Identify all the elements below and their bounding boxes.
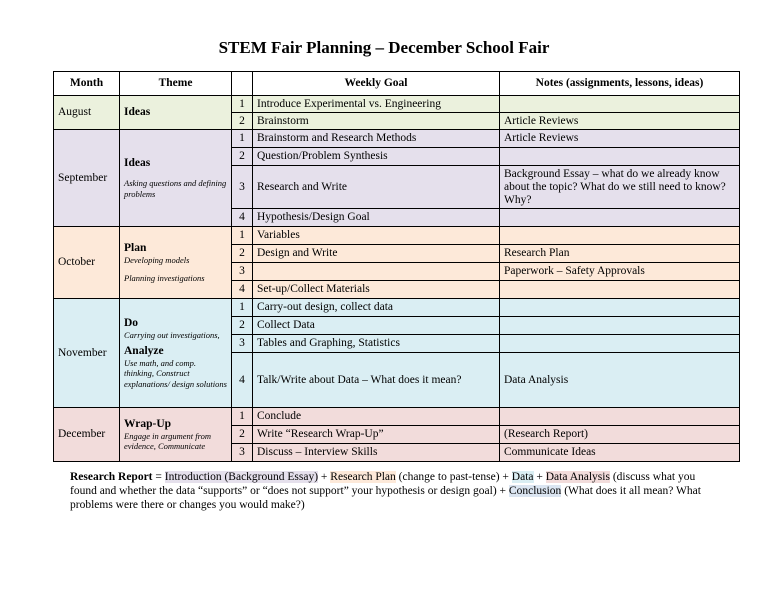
theme-cell xyxy=(120,227,232,299)
footer-conclusion-note: (What does it all mean? What problems were there or changes you would make?) xyxy=(70,485,701,511)
week-number: 2 xyxy=(232,113,253,130)
week-number: 2 xyxy=(232,426,253,444)
weekly-goal: Set-up/Collect Materials xyxy=(253,281,500,299)
weekly-goal: Write “Research Wrap-Up” xyxy=(253,426,500,444)
notes-cell xyxy=(500,227,740,245)
weekly-goal: Introduce Experimental vs. Engineering xyxy=(253,96,500,113)
header-num xyxy=(232,72,253,96)
weekly-goal: Collect Data xyxy=(253,317,500,335)
theme-cell xyxy=(120,130,232,227)
research-report-note xyxy=(70,470,710,512)
week-number: 1 xyxy=(232,299,253,317)
footer-analysis-note: (discuss what you found and whether the data “supports” or “does not support” your hypothesis or design goal) + xyxy=(70,471,696,497)
footer-data: Data xyxy=(511,471,534,483)
month-cell: November xyxy=(54,299,120,408)
header-weekly-goal: Weekly Goal xyxy=(253,72,500,96)
planning-table xyxy=(53,71,740,462)
spacer xyxy=(124,265,227,273)
notes-cell: (Research Report) xyxy=(500,426,740,444)
footer-introduction: Introduction (Background Essay) xyxy=(164,471,319,483)
weekly-goal: Variables xyxy=(253,227,500,245)
table-row xyxy=(54,96,740,113)
theme-title: Wrap-Up xyxy=(124,417,172,430)
weekly-goal xyxy=(253,263,500,281)
week-number: 2 xyxy=(232,148,253,166)
theme-subtitle: Developing models xyxy=(124,254,190,265)
theme-title: Ideas xyxy=(124,157,151,169)
theme-title: Plan xyxy=(124,241,147,254)
weekly-goal: Conclude xyxy=(253,408,500,426)
table-row xyxy=(54,408,740,426)
notes-cell xyxy=(500,408,740,426)
notes-cell: Communicate Ideas xyxy=(500,444,740,462)
weekly-goal: Brainstorm and Research Methods xyxy=(253,130,500,148)
header-notes: Notes (assignments, lessons, ideas) xyxy=(500,72,740,96)
notes-cell xyxy=(500,209,740,227)
footer-plan-note: (change to past-tense) + xyxy=(395,471,512,483)
footer-research-plan: Research Plan xyxy=(330,471,396,483)
notes-cell xyxy=(500,96,740,113)
notes-cell xyxy=(500,299,740,317)
theme-title: Analyze xyxy=(124,344,164,357)
theme-cell xyxy=(120,408,232,462)
week-number: 3 xyxy=(232,444,253,462)
weekly-goal: Carry-out design, collect data xyxy=(253,299,500,317)
theme-title: Ideas xyxy=(124,106,151,118)
notes-cell xyxy=(500,335,740,353)
table-row xyxy=(54,130,740,148)
month-cell: September xyxy=(54,130,120,227)
weekly-goal: Talk/Write about Data – What does it mean? xyxy=(253,353,500,408)
notes-cell: Article Reviews xyxy=(500,113,740,130)
week-number: 1 xyxy=(232,227,253,245)
weekly-goal: Research and Write xyxy=(253,166,500,209)
header-theme: Theme xyxy=(120,72,232,96)
footer-equals: = xyxy=(152,471,165,483)
header-row xyxy=(54,72,740,96)
week-number: 3 xyxy=(232,263,253,281)
theme-cell xyxy=(120,299,232,408)
week-number: 2 xyxy=(232,317,253,335)
theme-subtitle: Planning investigations xyxy=(124,273,205,283)
footer-data-analysis: Data Analysis xyxy=(545,471,610,483)
notes-cell: Article Reviews xyxy=(500,130,740,148)
weekly-goal: Hypothesis/Design Goal xyxy=(253,209,500,227)
theme-subtitle: Carrying out investigations, xyxy=(124,330,220,340)
footer-label: Research Report xyxy=(70,471,153,483)
week-number: 1 xyxy=(232,408,253,426)
week-number: 4 xyxy=(232,353,253,408)
notes-cell: Research Plan xyxy=(500,245,740,263)
month-cell: December xyxy=(54,408,120,462)
notes-cell: Paperwork – Safety Approvals xyxy=(500,263,740,281)
week-number: 3 xyxy=(232,166,253,209)
week-number: 4 xyxy=(232,281,253,299)
weekly-goal: Brainstorm xyxy=(253,113,500,130)
notes-cell xyxy=(500,317,740,335)
week-number: 3 xyxy=(232,335,253,353)
theme-cell xyxy=(120,96,232,130)
theme-subtitle: Asking questions and defining problems xyxy=(124,178,227,199)
footer-plus: + xyxy=(533,471,546,483)
month-cell: August xyxy=(54,96,120,130)
week-number: 1 xyxy=(232,96,253,113)
week-number: 1 xyxy=(232,130,253,148)
notes-cell: Data Analysis xyxy=(500,353,740,408)
weekly-goal: Tables and Graphing, Statistics xyxy=(253,335,500,353)
spacer xyxy=(124,170,227,178)
week-number: 2 xyxy=(232,245,253,263)
footer-conclusion: Conclusion xyxy=(508,485,562,497)
notes-cell xyxy=(500,148,740,166)
theme-subtitle: Use math, and comp. thinking, Construct explanations/ design solutions xyxy=(124,357,227,389)
week-number: 4 xyxy=(232,209,253,227)
page-title: STEM Fair Planning – December School Fair xyxy=(218,38,550,57)
theme-title: Do xyxy=(124,317,139,329)
header-month: Month xyxy=(54,72,120,96)
weekly-goal: Design and Write xyxy=(253,245,500,263)
notes-cell xyxy=(500,281,740,299)
month-cell: October xyxy=(54,227,120,299)
table-row xyxy=(54,299,740,317)
notes-cell: Background Essay – what do we already know about the topic? What do we still need to know? Why? xyxy=(500,166,740,209)
table-row xyxy=(54,227,740,245)
theme-subtitle: Engage in argument from evidence, Communicate xyxy=(124,430,211,451)
footer-plus: + xyxy=(318,471,331,483)
weekly-goal: Question/Problem Synthesis xyxy=(253,148,500,166)
weekly-goal: Discuss – Interview Skills xyxy=(253,444,500,462)
